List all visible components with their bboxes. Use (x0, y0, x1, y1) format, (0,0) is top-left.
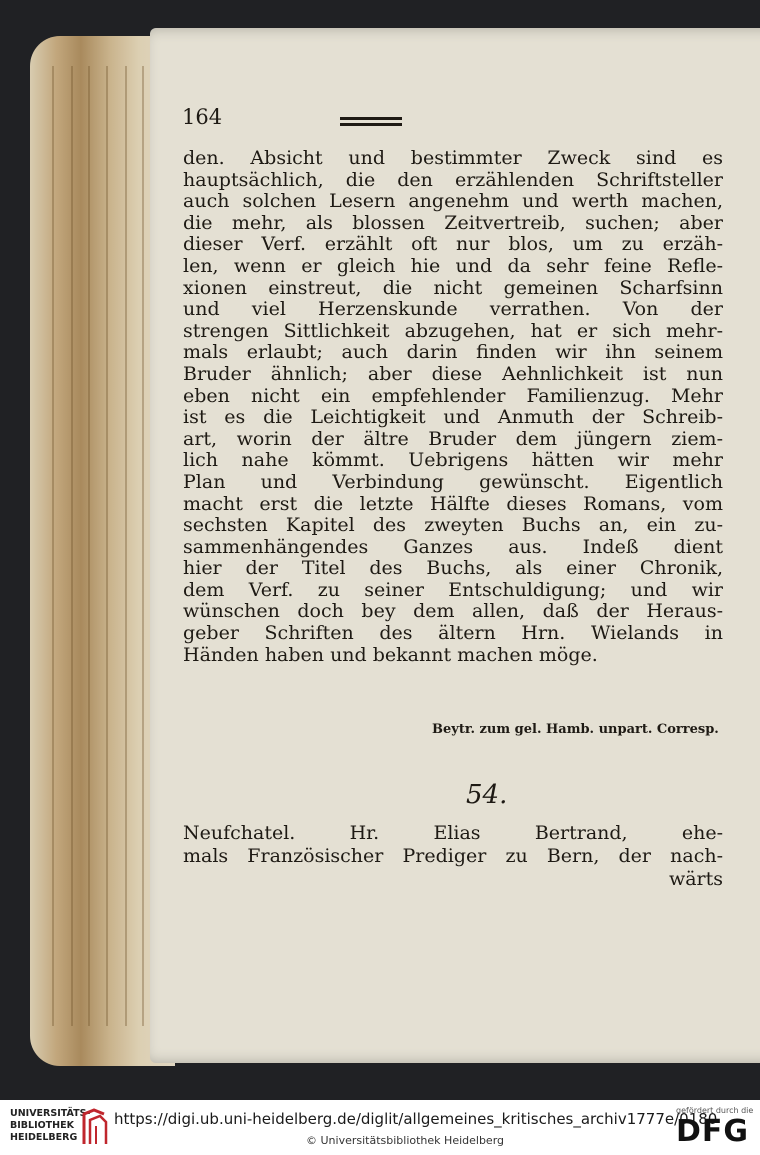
text-line: dem Verf. zu seiner Entschuldigung; und wir (183, 579, 723, 601)
header-rule (340, 123, 402, 126)
text-line: mals erlaubt; auch darin finden wir ihn seinem (183, 342, 723, 364)
source-citation: Beytr. zum gel. Hamb. unpart. Corresp. (432, 722, 719, 737)
text-line: geber Schriften des ältern Hrn. Wielands in (183, 623, 723, 645)
viewer-footer (0, 1100, 760, 1155)
library-logo[interactable] (10, 1108, 110, 1148)
catchword: wärts (668, 868, 723, 890)
page-number: 164 (182, 105, 223, 129)
text-line: eben nicht ein empfehlender Familienzug. Mehr (183, 385, 723, 407)
entry-line: Neufchatel. Hr. Elias Bertrand, ehe- (183, 822, 723, 844)
text-line: hauptsächlich, die den erzählenden Schriftsteller (183, 169, 723, 191)
text-line: art, worin der ältre Bruder dem jüngern ziem- (183, 428, 723, 450)
text-line: wünschen doch bey dem allen, daß der Heraus- (183, 601, 723, 623)
text-line: sammenhängendes Ganzes aus. Indeß dient (183, 536, 723, 558)
funding-label: gefördert durch die (676, 1106, 754, 1115)
text-line: strengen Sittlichkeit abzugehen, hat er sich mehr- (183, 320, 723, 342)
page-header (182, 105, 582, 145)
text-line: die mehr, als blossen Zeitvertreib, suchen; aber (183, 212, 723, 234)
text-line: dieser Verf. erzählt oft nur blos, um zu erzäh- (183, 234, 723, 256)
text-line: ist es die Leichtigkeit und Anmuth der Schreib- (183, 407, 723, 429)
dfg-logo[interactable]: DFG (676, 1114, 750, 1149)
entry-number: 54. (466, 780, 508, 810)
text-line: hier der Titel des Buchs, als einer Chronik, (183, 558, 723, 580)
text-line: xionen einstreut, die nicht gemeinen Scharfsinn (183, 277, 723, 299)
copyright-notice: © Universitätsbibliothek Heidelberg (306, 1134, 505, 1147)
text-line: len, wenn er gleich hie und da sehr feine Refle- (183, 255, 723, 277)
text-line: Bruder ähnlich; aber diese Aehnlichkeit ist nun (183, 363, 723, 385)
permalink-url[interactable]: https://digi.ub.uni-heidelberg.de/diglit/allgemeines_kritisches_archiv1777e/0180 (114, 1110, 718, 1128)
text-line: macht erst die letzte Hälfte dieses Romans, vom (183, 493, 723, 515)
text-line: den. Absicht und bestimmter Zweck sind es (183, 148, 723, 169)
header-rule (340, 117, 402, 120)
entry-line: mals Französischer Prediger zu Bern, der nach- (183, 845, 723, 867)
entry-text (183, 822, 723, 891)
library-mark-icon (80, 1108, 110, 1148)
library-name: UNIVERSITÄTS- BIBLIOTHEK HEIDELBERG (10, 1108, 91, 1143)
text-line: sechsten Kapitel des zweyten Buchs an, ein zu- (183, 515, 723, 537)
text-line: Plan und Verbindung gewünscht. Eigentlich (183, 471, 723, 493)
text-line: und viel Herzenskunde verrathen. Von der (183, 299, 723, 321)
body-text (183, 148, 723, 666)
text-line: Händen haben und bekannt machen möge. (183, 644, 598, 666)
text-line: auch solchen Lesern angenehm und werth machen, (183, 191, 723, 213)
text-line: lich nahe kömmt. Uebrigens hätten wir mehr (183, 450, 723, 472)
